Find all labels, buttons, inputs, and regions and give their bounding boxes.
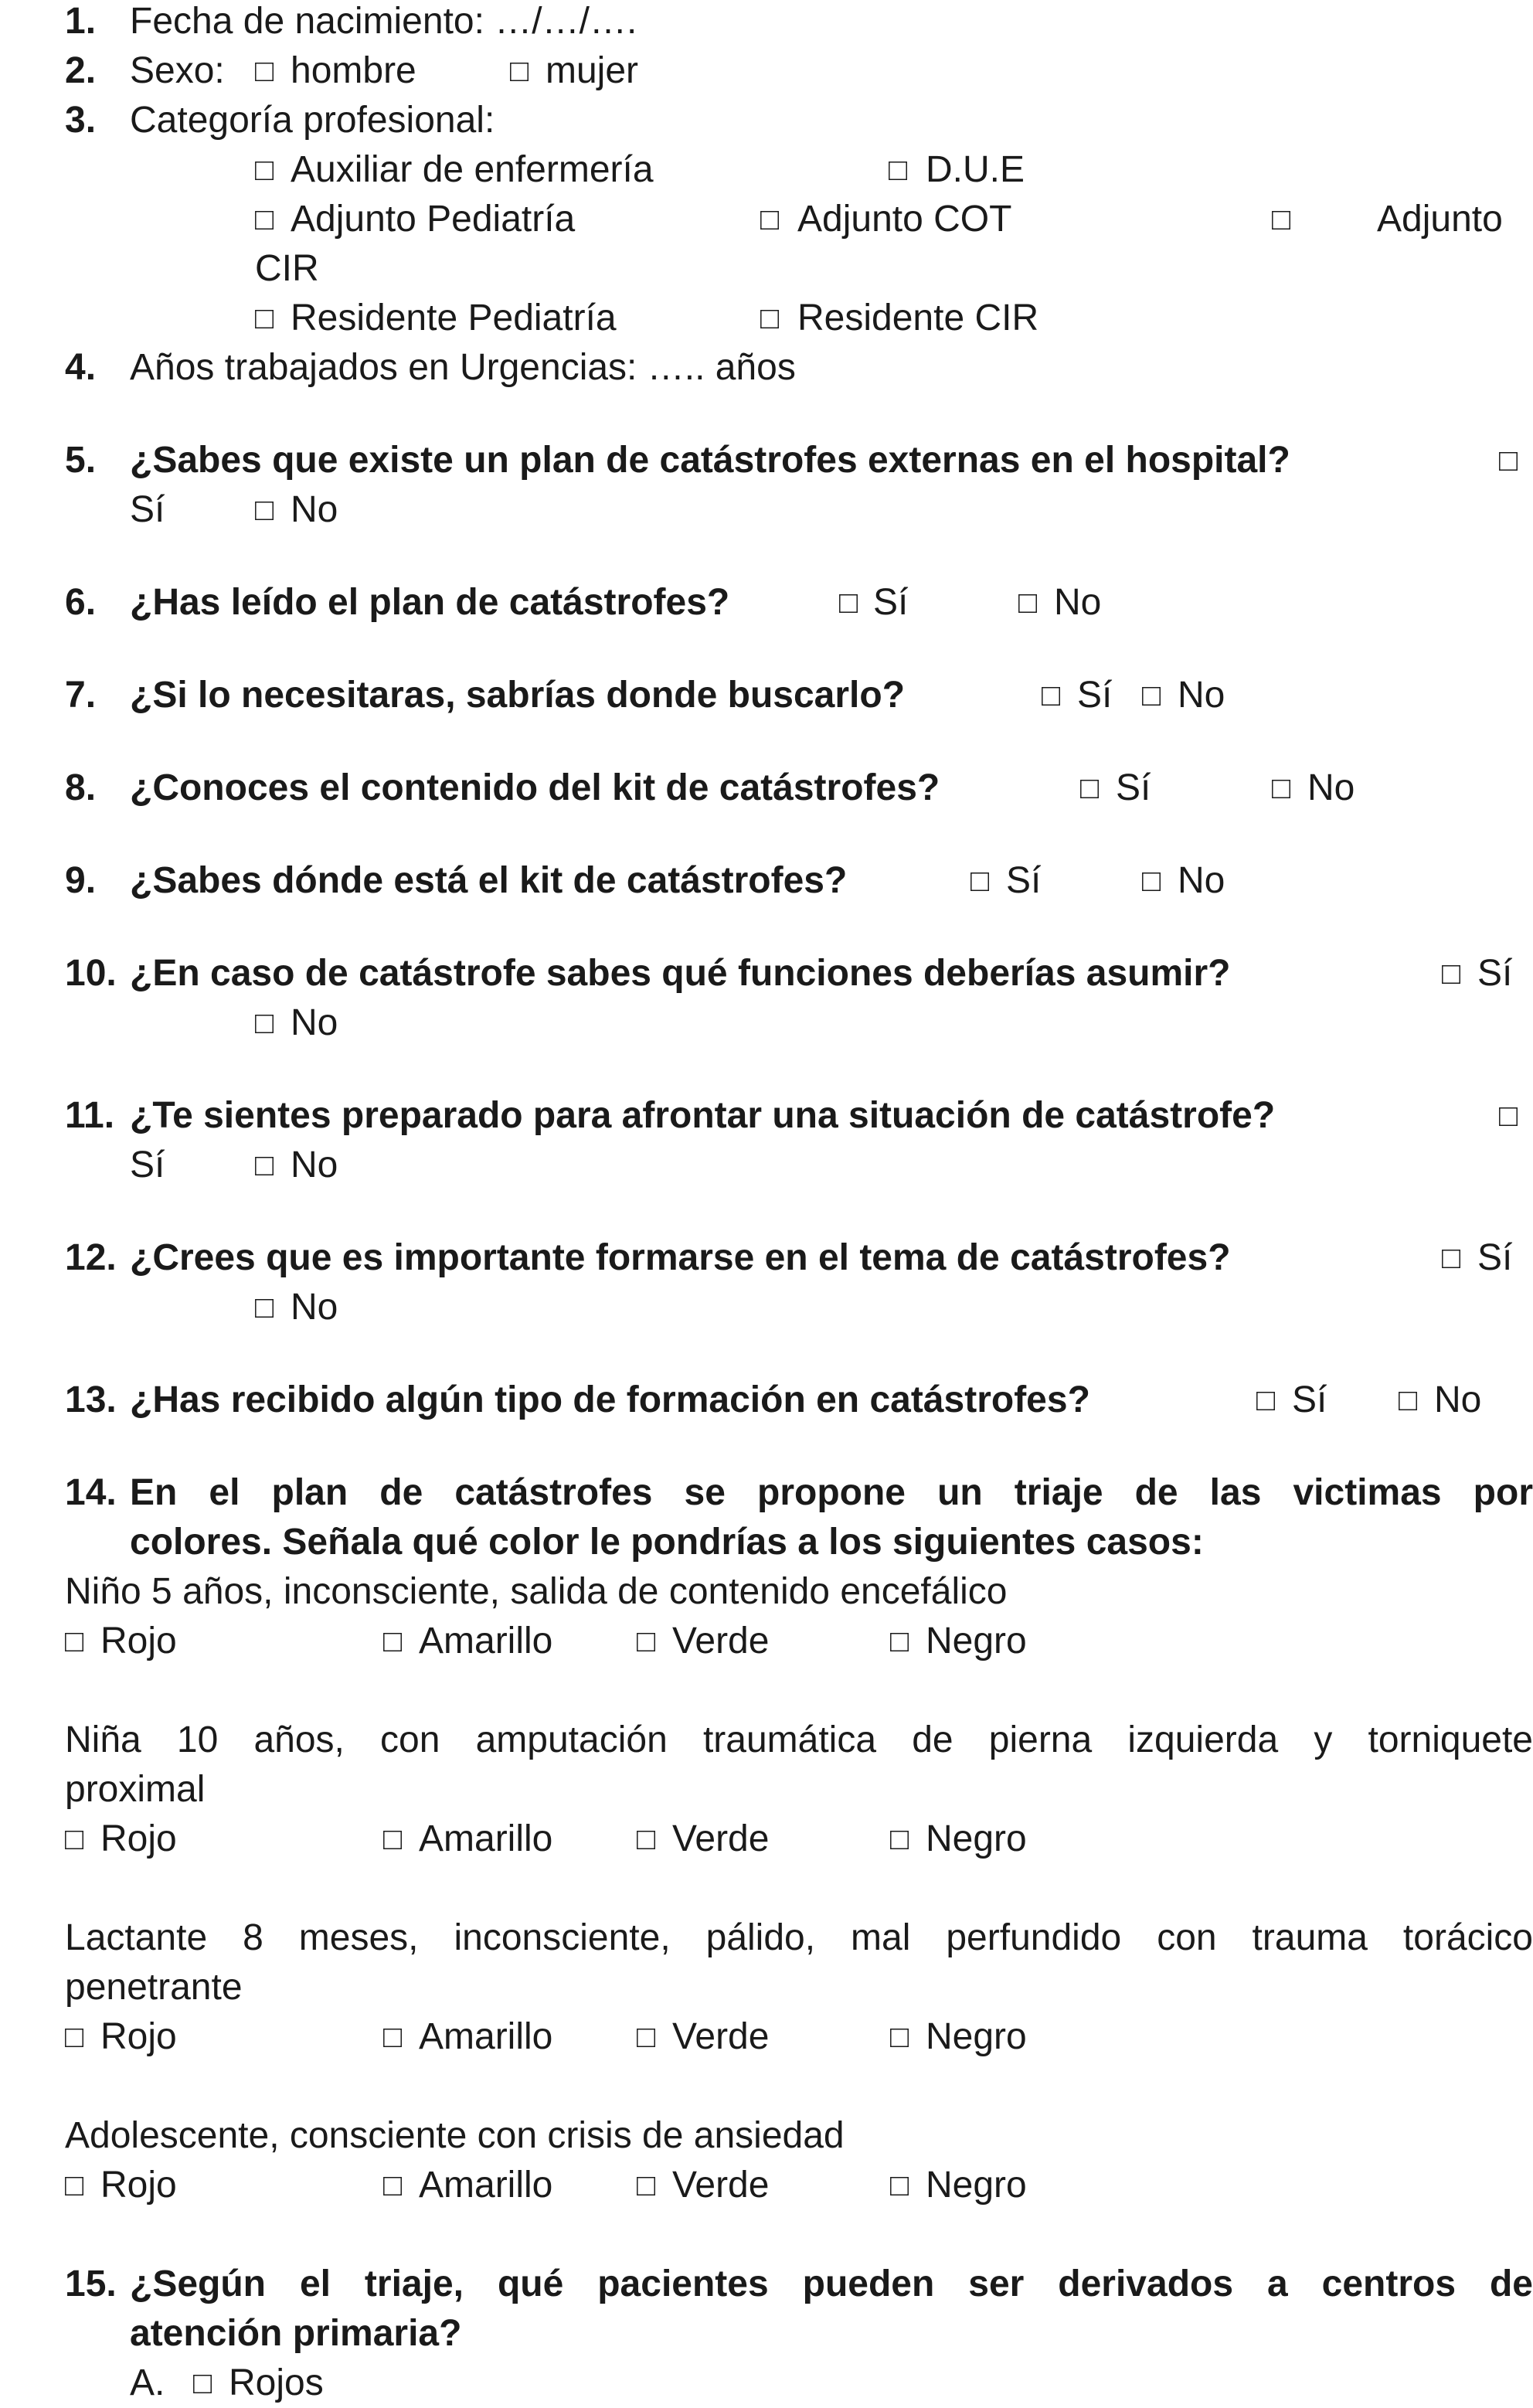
checkbox-yes[interactable]: □ <box>970 864 990 898</box>
checkbox-rojos[interactable]: □ <box>193 2366 212 2400</box>
checkbox-rojo[interactable]: □ <box>65 2020 84 2054</box>
question-number: 3. <box>65 100 97 141</box>
checkbox-adjunto-cot[interactable]: □ <box>760 202 780 236</box>
question-text-continuation: atención primaria? <box>130 2313 462 2354</box>
checkbox-no[interactable]: □ <box>1399 1383 1418 1417</box>
option-negro: Negro <box>926 1621 1027 1661</box>
option-yes: Sí <box>1477 1237 1513 1278</box>
question-text: ¿Sabes que existe un plan de catástrofes externas en el hospital? <box>130 440 1290 481</box>
checkbox-yes[interactable]: □ <box>1499 444 1518 478</box>
option-no: No <box>1307 767 1355 808</box>
checkbox-no[interactable]: □ <box>1018 586 1038 620</box>
option-rojo: Rojo <box>100 2165 177 2206</box>
option-no: No <box>291 489 338 530</box>
question-number: 13. <box>65 1379 117 1420</box>
option-negro: Negro <box>926 2165 1027 2206</box>
question-text: ¿Crees que es importante formarse en el tema de catástrofes? <box>130 1237 1231 1278</box>
question-number: 6. <box>65 582 97 623</box>
checkbox-hombre[interactable]: □ <box>255 54 274 88</box>
checkbox-no[interactable]: □ <box>255 1148 274 1182</box>
checkbox-yes[interactable]: □ <box>1080 771 1100 805</box>
option-verde: Verde <box>672 2165 770 2206</box>
option-negro: Negro <box>926 2016 1027 2057</box>
option-yes: Sí <box>1116 767 1151 808</box>
checkbox-no[interactable]: □ <box>1142 864 1161 898</box>
option-rojos: Rojos <box>229 2362 324 2403</box>
option-due: D.U.E <box>926 149 1025 190</box>
checkbox-rojo[interactable]: □ <box>65 2168 84 2202</box>
option-adjunto-cot: Adjunto COT <box>797 199 1012 240</box>
question-text: ¿Conoces el contenido del kit de catástrofes? <box>130 767 940 808</box>
option-no: No <box>1434 1379 1482 1420</box>
option-auxiliar: Auxiliar de enfermería <box>291 149 654 190</box>
checkbox-yes[interactable]: □ <box>1442 1241 1461 1275</box>
option-residente-pediatria: Residente Pediatría <box>291 298 617 338</box>
case-description: Lactante 8 meses, inconsciente, pálido, mal perfundido con trauma torácico <box>65 1917 1533 1958</box>
option-no: No <box>291 1287 338 1328</box>
case-description-continuation: penetrante <box>65 1967 243 2008</box>
checkbox-yes[interactable]: □ <box>1256 1383 1276 1417</box>
option-adjunto-cir-continuation: CIR <box>255 248 319 289</box>
checkbox-no[interactable]: □ <box>1272 771 1291 805</box>
checkbox-verde[interactable]: □ <box>637 1624 656 1658</box>
checkbox-amarillo[interactable]: □ <box>383 1822 403 1856</box>
question-text: ¿Si lo necesitaras, sabrías donde buscarlo? <box>130 675 906 716</box>
checkbox-amarillo[interactable]: □ <box>383 2020 403 2054</box>
category-label: Categoría profesional: <box>130 100 495 141</box>
checkbox-residente-pediatria[interactable]: □ <box>255 301 274 335</box>
case-description: Adolescente, consciente con crisis de ansiedad <box>65 2115 845 2156</box>
option-yes: Sí <box>130 1144 165 1185</box>
question-text-continuation: colores. Señala qué color le pondrías a los siguientes casos: <box>130 1522 1204 1563</box>
question-number: 1. <box>65 1 97 42</box>
option-negro: Negro <box>926 1818 1027 1859</box>
question-text: ¿Has leído el plan de catástrofes? <box>130 582 730 623</box>
checkbox-rojo[interactable]: □ <box>65 1624 84 1658</box>
option-no: No <box>1178 675 1225 716</box>
question-number: 7. <box>65 675 97 716</box>
option-adjunto-pediatria: Adjunto Pediatría <box>291 199 576 240</box>
option-residente-cir: Residente CIR <box>797 298 1039 338</box>
option-amarillo: Amarillo <box>419 2016 553 2057</box>
checkbox-yes[interactable]: □ <box>1499 1099 1518 1133</box>
question-number: 14. <box>65 1472 117 1513</box>
question-number: 5. <box>65 440 97 481</box>
option-rojo: Rojo <box>100 1621 177 1661</box>
checkbox-no[interactable]: □ <box>255 493 274 527</box>
option-verde: Verde <box>672 1621 770 1661</box>
question-text: ¿Sabes dónde está el kit de catástrofes? <box>130 860 848 901</box>
question-number: 4. <box>65 347 97 388</box>
option-yes: Sí <box>1077 675 1113 716</box>
checkbox-negro[interactable]: □ <box>890 2168 909 2202</box>
checkbox-adjunto-pediatria[interactable]: □ <box>255 202 274 236</box>
checkbox-mujer[interactable]: □ <box>510 54 529 88</box>
checkbox-no[interactable]: □ <box>255 1291 274 1325</box>
option-no: No <box>1178 860 1225 901</box>
checkbox-yes[interactable]: □ <box>1042 679 1061 713</box>
question-number: 12. <box>65 1237 117 1278</box>
question-number: 8. <box>65 767 97 808</box>
checkbox-no[interactable]: □ <box>255 1006 274 1040</box>
question-number: 9. <box>65 860 97 901</box>
question-text: ¿En caso de catástrofe sabes qué funciones deberías asumir? <box>130 953 1231 994</box>
checkbox-negro[interactable]: □ <box>890 1822 909 1856</box>
question-text: ¿Te sientes preparado para afrontar una situación de catástrofe? <box>130 1095 1276 1136</box>
checkbox-verde[interactable]: □ <box>637 2168 656 2202</box>
checkbox-verde[interactable]: □ <box>637 2020 656 2054</box>
checkbox-auxiliar[interactable]: □ <box>255 153 274 187</box>
option-no: No <box>291 1144 338 1185</box>
option-hombre: hombre <box>291 50 416 91</box>
option-adjunto-cir: Adjunto <box>1377 199 1503 240</box>
option-mujer: mujer <box>546 50 639 91</box>
checkbox-rojo[interactable]: □ <box>65 1822 84 1856</box>
option-yes: Sí <box>1006 860 1042 901</box>
question-number: 2. <box>65 50 97 91</box>
checkbox-yes[interactable]: □ <box>839 586 858 620</box>
option-amarillo: Amarillo <box>419 1818 553 1859</box>
option-amarillo: Amarillo <box>419 1621 553 1661</box>
question-number: 15. <box>65 2263 117 2304</box>
option-yes: Sí <box>1292 1379 1327 1420</box>
case-description: Niña 10 años, con amputación traumática de pierna izquierda y torniquete <box>65 1719 1533 1760</box>
question-text: ¿Según el triaje, qué pacientes pueden ser derivados a centros de <box>130 2263 1533 2304</box>
option-yes: Sí <box>1477 953 1513 994</box>
option-amarillo: Amarillo <box>419 2165 553 2206</box>
option-verde: Verde <box>672 1818 770 1859</box>
question-text: ¿Has recibido algún tipo de formación en catástrofes? <box>130 1379 1090 1420</box>
option-no: No <box>1054 582 1102 623</box>
case-description-continuation: proximal <box>65 1769 206 1810</box>
checkbox-negro[interactable]: □ <box>890 1624 909 1658</box>
checkbox-residente-cir[interactable]: □ <box>760 301 780 335</box>
checkbox-verde[interactable]: □ <box>637 1822 656 1856</box>
question-number: 10. <box>65 953 117 994</box>
case-description: Niño 5 años, inconsciente, salida de contenido encefálico <box>65 1571 1008 1612</box>
sex-label: Sexo: <box>130 50 225 91</box>
checkbox-amarillo[interactable]: □ <box>383 1624 403 1658</box>
checkbox-yes[interactable]: □ <box>1442 957 1461 991</box>
birth-date-field[interactable]: Fecha de nacimiento: …/…/…. <box>130 1 637 42</box>
option-rojo: Rojo <box>100 2016 177 2057</box>
option-letter: A. <box>130 2362 165 2403</box>
checkbox-negro[interactable]: □ <box>890 2020 909 2054</box>
checkbox-amarillo[interactable]: □ <box>383 2168 403 2202</box>
checkbox-no[interactable]: □ <box>1142 679 1161 713</box>
option-no: No <box>291 1002 338 1043</box>
checkbox-adjunto-cir[interactable]: □ <box>1272 202 1291 236</box>
option-rojo: Rojo <box>100 1818 177 1859</box>
years-worked-field[interactable]: Años trabajados en Urgencias: ….. años <box>130 347 796 388</box>
option-yes: Sí <box>873 582 909 623</box>
checkbox-due[interactable]: □ <box>889 153 908 187</box>
question-number: 11. <box>65 1095 115 1136</box>
option-verde: Verde <box>672 2016 770 2057</box>
question-text: En el plan de catástrofes se propone un triaje de las victimas por <box>130 1472 1533 1513</box>
option-yes: Sí <box>130 489 165 530</box>
